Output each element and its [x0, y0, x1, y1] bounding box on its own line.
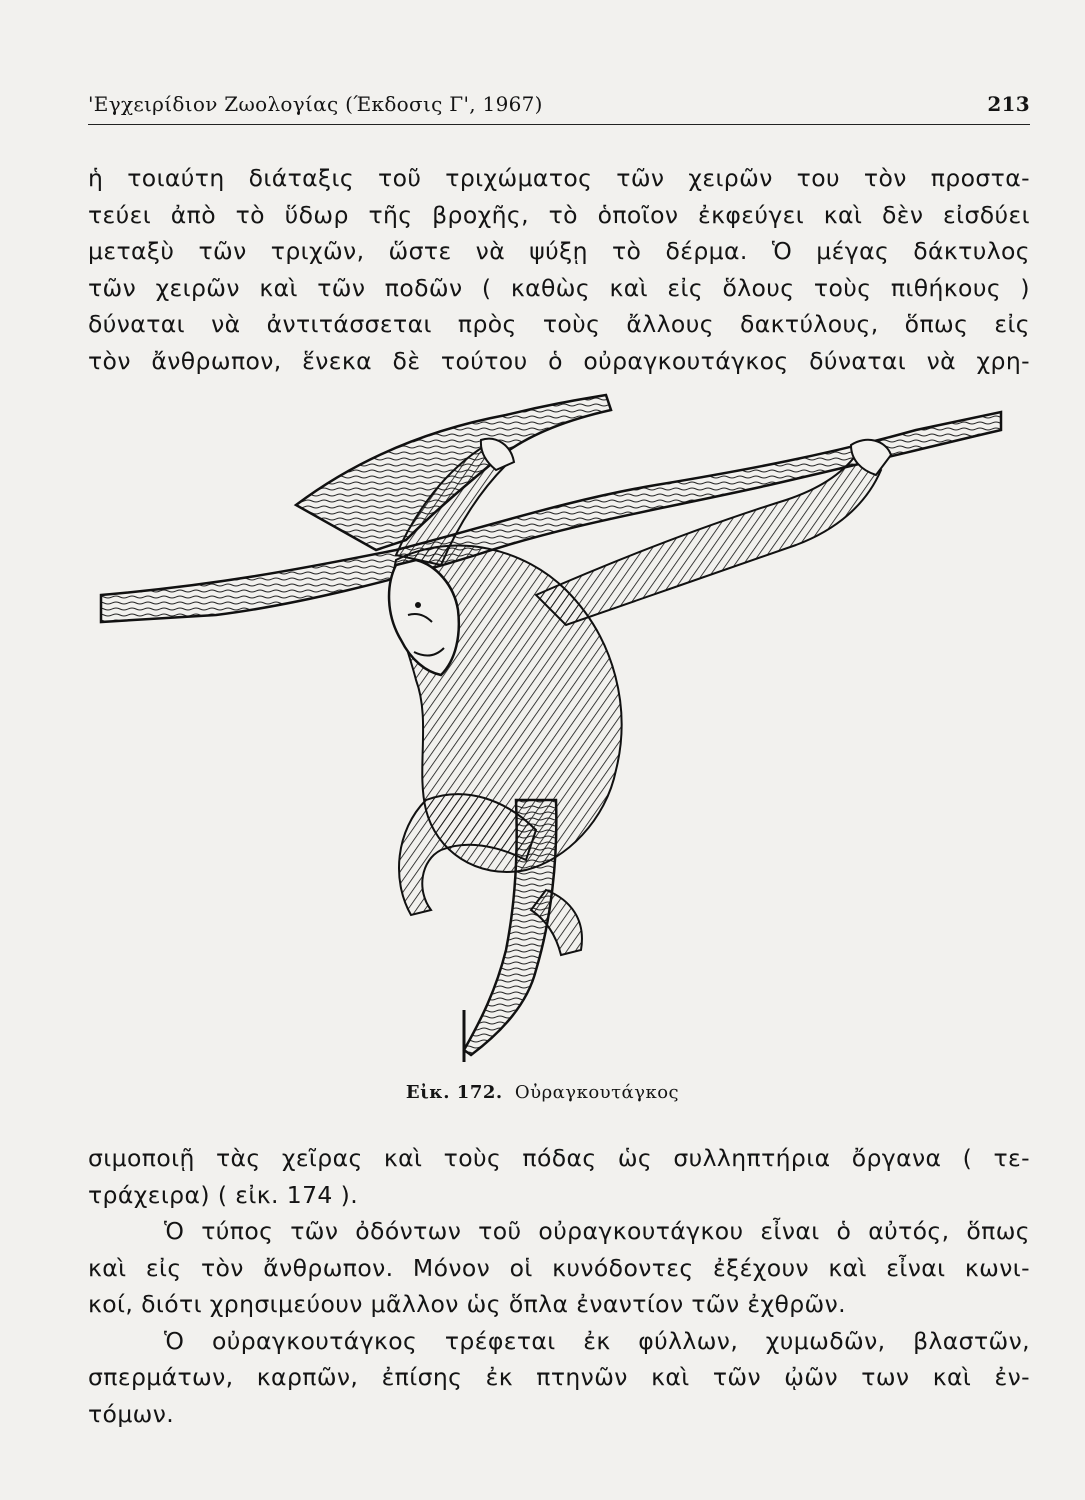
text-line: καὶ εἰς τὸν ἄνθρωπον. Μόνον οἱ κυνόδοντες ἐξέχουν καὶ εἶναι κωνι- — [88, 1253, 1030, 1282]
running-title: 'Εγχειρίδιον Ζωολογίας (Έκδοσις Γ', 1967) — [88, 92, 543, 116]
text-line: σιμοποιῇ τὰς χεῖρας καὶ τοὺς πόδας ὡς συλληπτήρια ὄργανα ( τε- — [88, 1144, 1030, 1172]
header-rule — [88, 124, 1030, 125]
figure-label: Εἰκ. 172. — [405, 1082, 503, 1103]
paragraph-top — [88, 160, 1030, 379]
text-line: τόμων. — [88, 1399, 175, 1428]
page-number: 213 — [987, 92, 1030, 116]
figure-caption-text: Οὐραγκουτάγκος — [514, 1082, 680, 1103]
text-line: τὸν ἄνθρωπον, ἕνεκα δὲ τούτου ὁ οὐραγκουτάγκος δύναται νὰ χρη- — [88, 346, 1030, 375]
running-header — [88, 92, 1030, 122]
text-line: κοί, διότι χρησιμεύουν μᾶλλον ὡς ὅπλα ἐναντίον τῶν ἐχθρῶν. — [88, 1290, 847, 1318]
text-line: σπερμάτων, καρπῶν, ἐπίσης ἐκ πτηνῶν καὶ τῶν ᾠῶν των καὶ ἐν- — [88, 1363, 1030, 1391]
paragraph-bottom — [88, 1140, 1030, 1432]
text-line: Ὁ οὐραγκουτάγκος τρέφεται ἐκ φύλλων, χυμωδῶν, βλαστῶν, — [164, 1326, 1030, 1355]
orangutan-illustration — [96, 390, 1006, 1070]
text-line: τῶν χειρῶν καὶ τῶν ποδῶν ( καθὼς καὶ εἰς ὅλους τοὺς πιθήκους ) — [88, 273, 1030, 302]
text-line: τεύει ἀπὸ τὸ ὕδωρ τῆς βροχῆς, τὸ ὁποῖον ἐκφεύγει καὶ δὲν εἰσδύει — [88, 200, 1030, 229]
text-line: τράχειρα) ( εἰκ. 174 ). — [88, 1180, 359, 1209]
text-line: δύναται νὰ ἀντιτάσσεται πρὸς τοὺς ἄλλους δακτύλους, ὅπως εἰς — [88, 310, 1030, 338]
text-line: ἡ τοιαύτη διάταξις τοῦ τριχώματος τῶν χειρῶν του τὸν προστα- — [88, 164, 1030, 192]
text-line: μεταξὺ τῶν τριχῶν, ὥστε νὰ ψύξῃ τὸ δέρμα. Ὁ μέγας δάκτυλος — [88, 237, 1030, 265]
text-line: Ὁ τύπος τῶν ὀδόντων τοῦ οὐραγκουτάγκου εἶναι ὁ αὐτός, ὅπως — [164, 1217, 1030, 1245]
figure-caption — [0, 1082, 1085, 1103]
